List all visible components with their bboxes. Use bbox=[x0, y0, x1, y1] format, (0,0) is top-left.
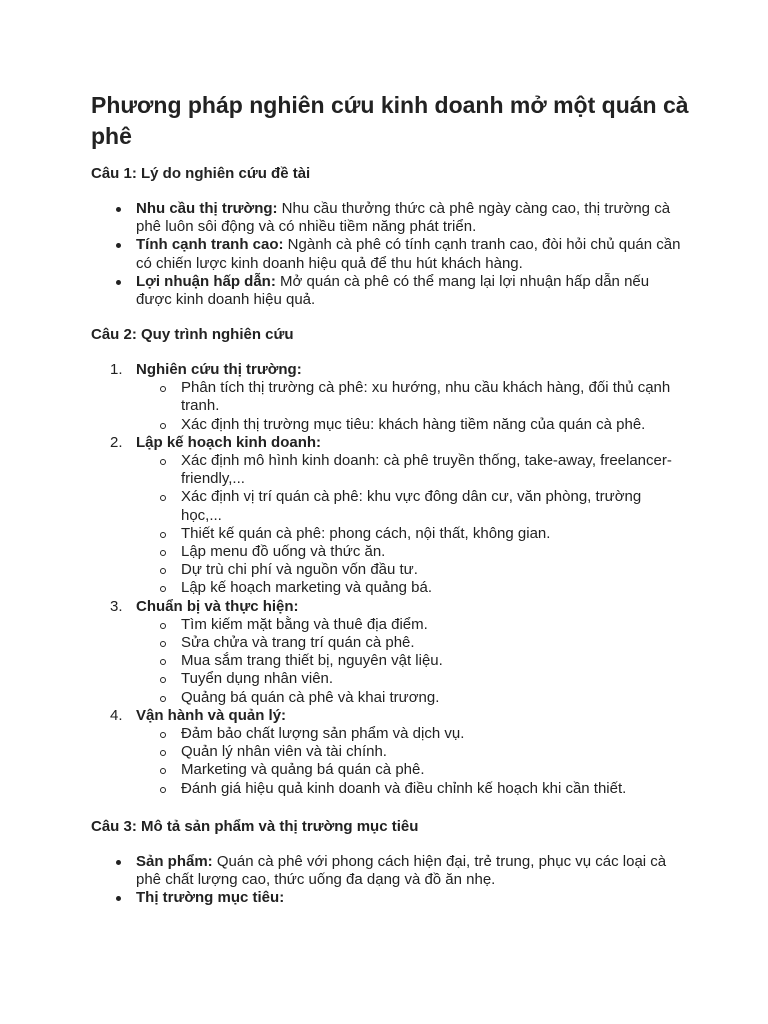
step-label: Nghiên cứu thị trường: bbox=[136, 361, 302, 378]
section-heading-2: Câu 2: Quy trình nghiên cứu bbox=[91, 326, 294, 343]
sub-item: Tuyển dụng nhân viên. bbox=[181, 670, 686, 688]
list-item bbox=[136, 200, 686, 236]
document-title: Phương pháp nghiên cứu kinh doanh mở một quán cà phê bbox=[91, 92, 689, 149]
sub-list bbox=[136, 379, 686, 434]
sub-item: Quản lý nhân viên và tài chính. bbox=[181, 743, 686, 761]
step-number: 3. bbox=[110, 597, 123, 615]
step-label: Lập kế hoạch kinh doanh: bbox=[136, 433, 322, 451]
sub-item: Thiết kế quán cà phê: phong cách, nội thất, không gian. bbox=[181, 525, 686, 543]
sub-item: Marketing và quảng bá quán cà phê. bbox=[181, 761, 686, 779]
sub-item: Tìm kiếm mặt bằng và thuê địa điểm. bbox=[181, 616, 686, 634]
numbered-step bbox=[110, 433, 686, 598]
item-text: Ngành cà phê có tính cạnh tranh cao, đòi hỏi chủ quán cần có chiến lược kinh doanh hiệu quả để thu hút khách hàng. bbox=[136, 236, 681, 272]
sub-item: Lập menu đồ uống và thức ăn. bbox=[181, 543, 686, 561]
item-text: Nhu cầu thưởng thức cà phê ngày càng cao, thị trường cà phê luôn sôi động và có nhiều tiềm năng phát triển. bbox=[136, 200, 671, 236]
step-number: 2. bbox=[110, 433, 123, 451]
numbered-step bbox=[110, 361, 686, 434]
section-heading-1: Câu 1: Lý do nghiên cứu đề tài bbox=[91, 165, 311, 182]
sub-item: Lập kế hoạch marketing và quảng bá. bbox=[181, 579, 686, 597]
item-label: Thị trường mục tiêu: bbox=[136, 889, 285, 907]
item-label: Nhu cầu thị trường: bbox=[136, 200, 278, 217]
item-label: Sản phẩm: bbox=[136, 853, 213, 870]
sub-item: Xác định thị trường mục tiêu: khách hàng tiềm năng của quán cà phê. bbox=[181, 416, 686, 434]
list-item bbox=[136, 889, 686, 907]
item-label: Tính cạnh tranh cao: bbox=[136, 236, 284, 254]
sub-list bbox=[136, 725, 686, 798]
item-label: Lợi nhuận hấp dẫn: bbox=[136, 272, 276, 290]
item-text: Mở quán cà phê có thể mang lại lợi nhuận hấp dẫn nếu được kinh doanh hiệu quả. bbox=[136, 272, 650, 309]
section-heading-3: Câu 3: Mô tả sản phẩm và thị trường mục tiêu bbox=[91, 818, 419, 835]
sub-item: Sửa chửa và trang trí quán cà phê. bbox=[181, 634, 686, 652]
step-label: Chuẩn bị và thực hiện: bbox=[136, 597, 299, 615]
step-number: 4. bbox=[110, 706, 123, 724]
sub-item: Xác định mô hình kinh doanh: cà phê truyền thống, take-away, freelancer-friendly,... bbox=[181, 452, 686, 488]
sub-list bbox=[136, 616, 686, 707]
sub-item: Dự trù chi phí và nguồn vốn đầu tư. bbox=[181, 561, 686, 579]
reasons-bullet-list bbox=[136, 200, 686, 309]
sub-item: Phân tích thị trường cà phê: xu hướng, nhu cầu khách hàng, đối thủ cạnh tranh. bbox=[181, 379, 686, 415]
list-item bbox=[136, 236, 686, 272]
sub-item: Đảm bảo chất lượng sản phẩm và dịch vụ. bbox=[181, 725, 686, 743]
numbered-step bbox=[110, 706, 686, 798]
list-item bbox=[136, 273, 686, 309]
step-number: 1. bbox=[110, 361, 123, 378]
sub-item: Quảng bá quán cà phê và khai trương. bbox=[181, 689, 686, 707]
numbered-step bbox=[110, 597, 686, 707]
sub-item: Xác định vị trí quán cà phê: khu vực đông dân cư, văn phòng, trường học,... bbox=[181, 488, 686, 524]
list-item bbox=[136, 853, 686, 889]
sub-item: Mua sắm trang thiết bị, nguyên vật liệu. bbox=[181, 652, 686, 670]
item-text: Quán cà phê với phong cách hiện đại, trẻ trung, phục vụ các loại cà phê chất lượng cao, thức uống đa dạng và đồ ăn nhẹ. bbox=[136, 853, 667, 889]
product-market-bullet-list bbox=[136, 853, 686, 908]
step-label: Vận hành và quản lý: bbox=[136, 706, 287, 724]
process-numbered-list bbox=[110, 361, 686, 798]
sub-item: Đánh giá hiệu quả kinh doanh và điều chỉnh kế hoạch khi cần thiết. bbox=[181, 780, 686, 798]
sub-list bbox=[136, 452, 686, 598]
